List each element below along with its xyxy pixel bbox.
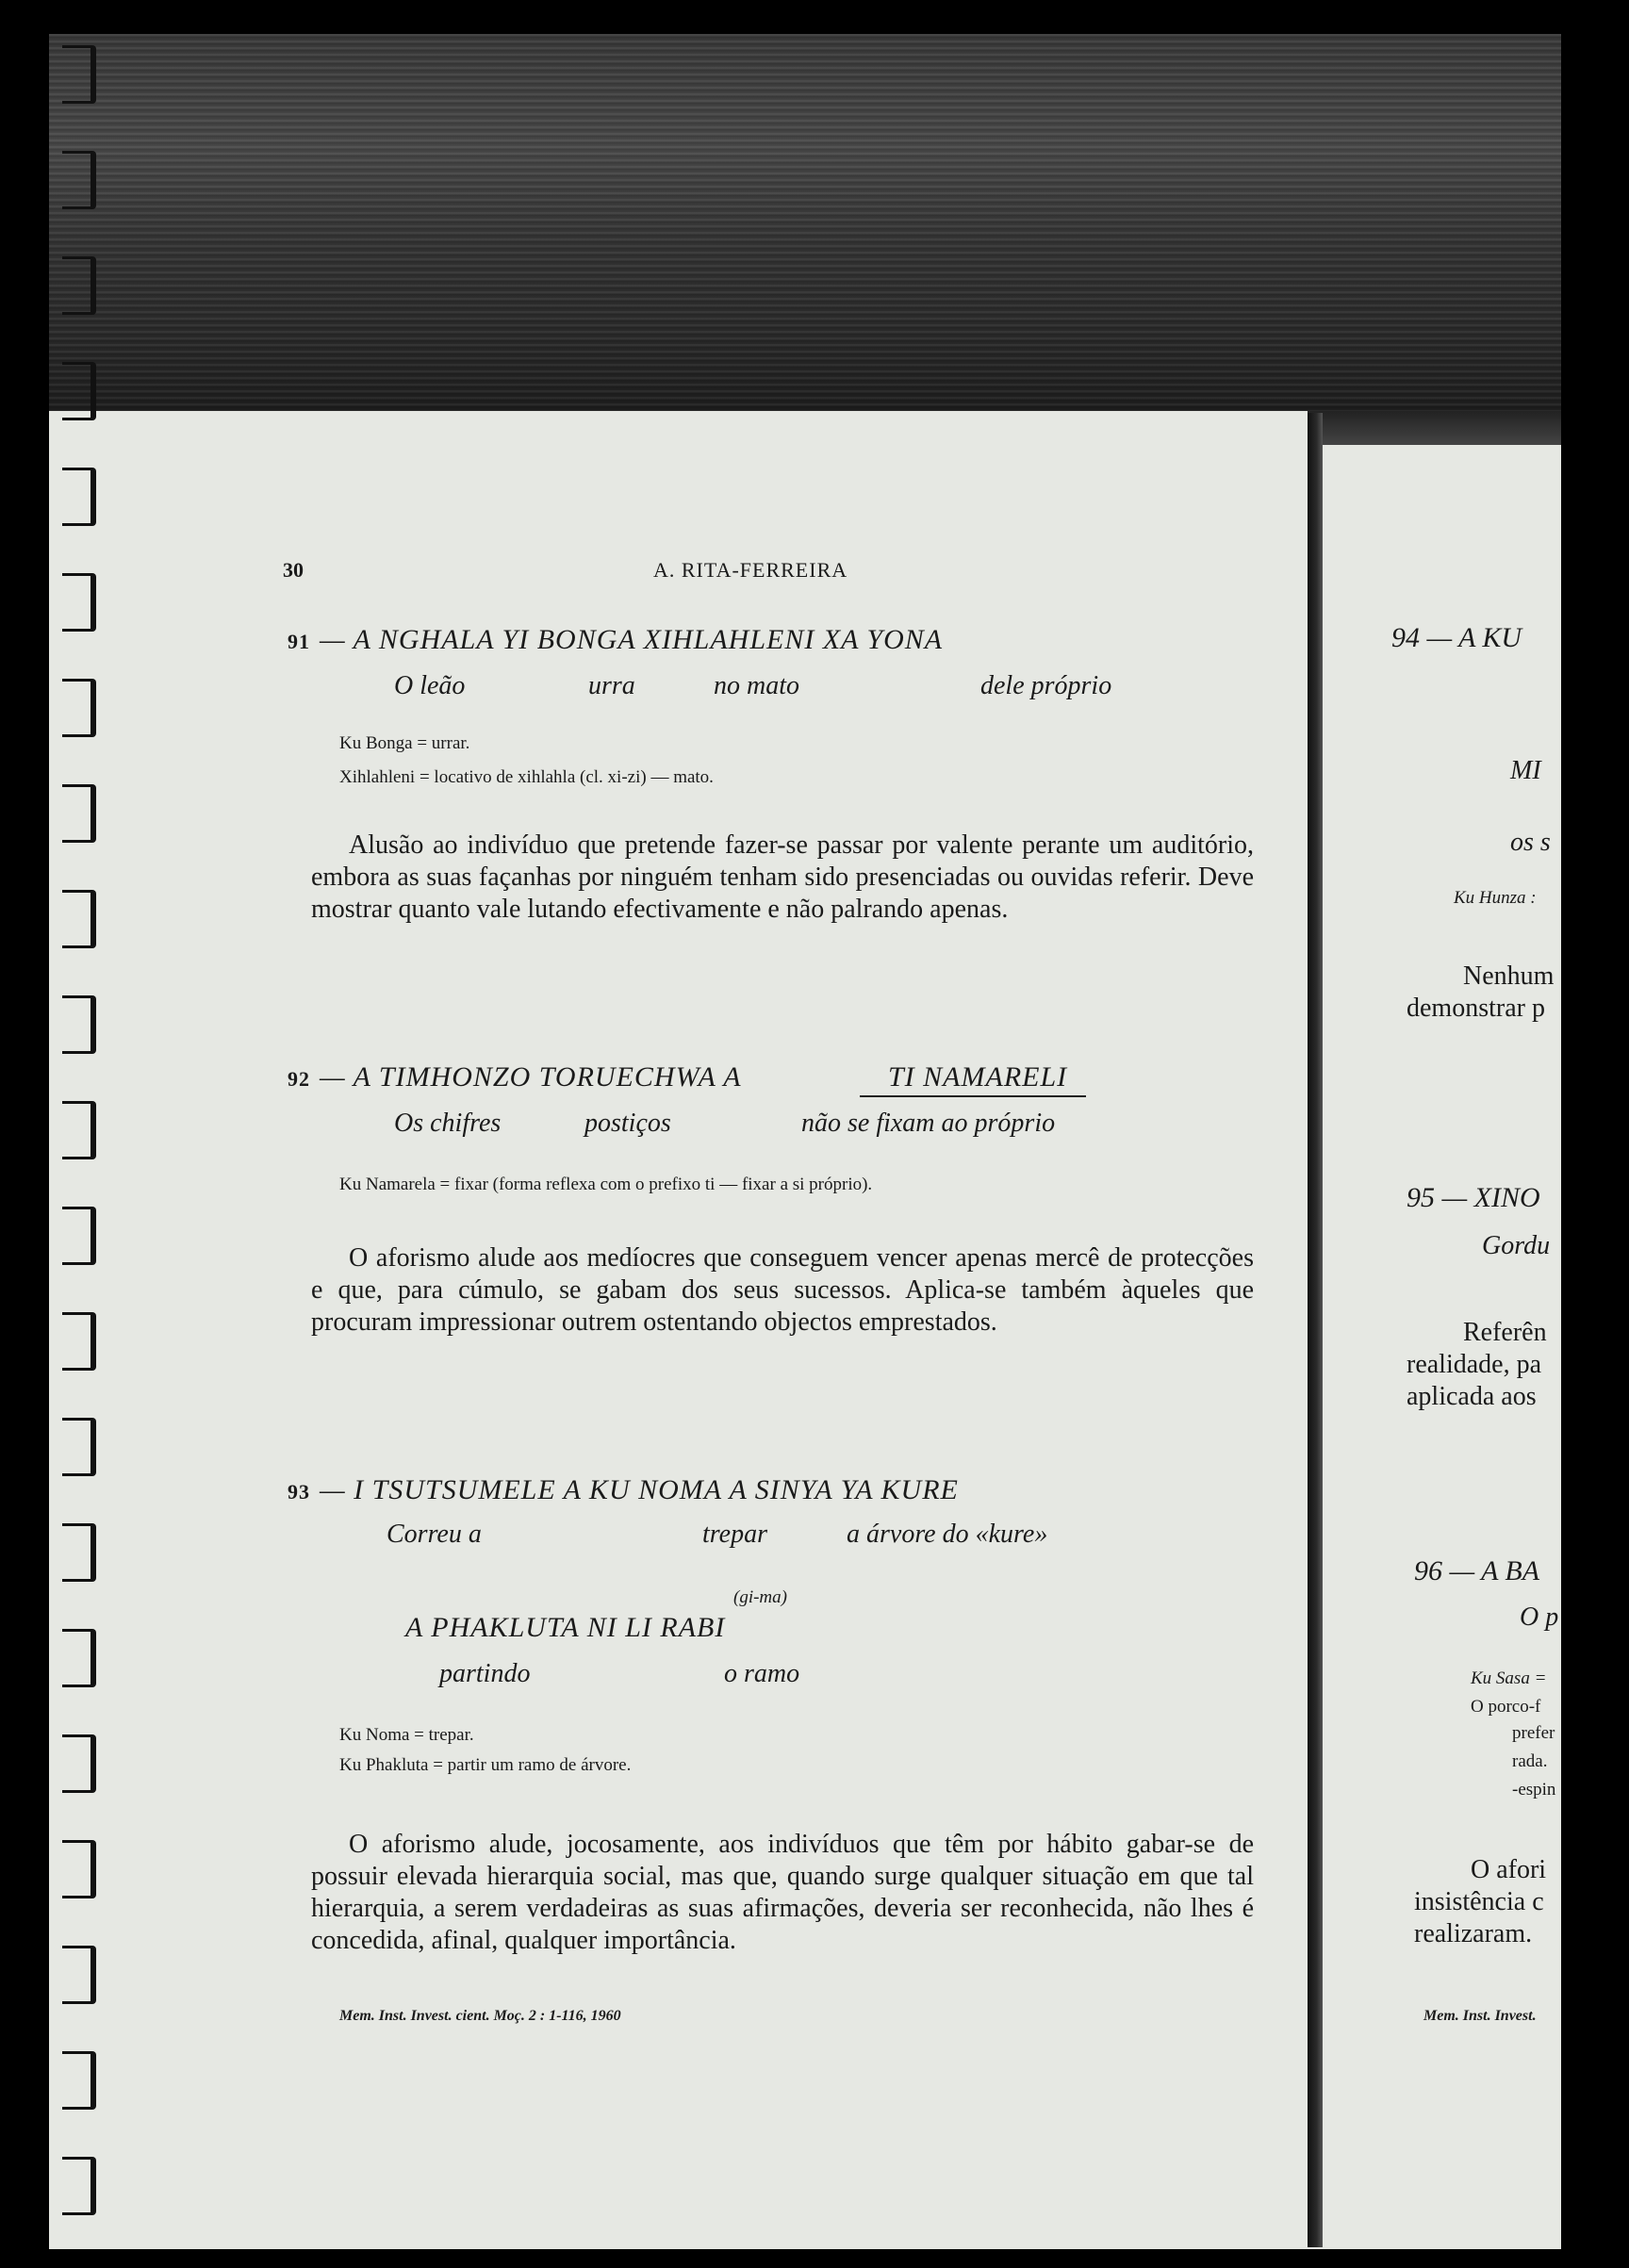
gloss-word: Correu a bbox=[387, 1520, 482, 1549]
page-number: 30 bbox=[283, 558, 304, 582]
next-line: 95 — XINO bbox=[1407, 1182, 1540, 1213]
scan-artifact-band bbox=[49, 34, 1561, 411]
next-line: aplicada aos bbox=[1407, 1382, 1537, 1411]
next-page-fragment bbox=[1288, 603, 1576, 2036]
gloss-word: postiços bbox=[584, 1109, 671, 1138]
gloss-word: urra bbox=[588, 671, 635, 700]
note-line: Ku Phakluta = partir um ramo de árvore. bbox=[339, 1755, 632, 1775]
next-line: Referên bbox=[1463, 1318, 1547, 1347]
binding-clip bbox=[62, 890, 96, 948]
binding-clip bbox=[62, 1946, 96, 2004]
binding-clip bbox=[62, 2157, 96, 2215]
binding-clip bbox=[62, 2051, 96, 2110]
next-line: 96 — A BA bbox=[1414, 1555, 1540, 1586]
next-line: os s bbox=[1510, 828, 1551, 857]
gloss-word: Os chifres bbox=[394, 1109, 502, 1138]
entry-92-title-underlined: TI NAMARELI bbox=[860, 1061, 1086, 1097]
next-line: O porco-f bbox=[1471, 1697, 1541, 1717]
note-line: Ku Namarela = fixar (forma reflexa com o prefixo ti — fixar a si próprio). bbox=[339, 1175, 873, 1194]
binding-clip bbox=[62, 1418, 96, 1476]
next-line: Nenhum bbox=[1463, 961, 1555, 991]
gloss-word: não se fixam ao próprio bbox=[801, 1109, 1056, 1138]
next-line: Gordu bbox=[1482, 1231, 1551, 1260]
entry-93-body: O aforismo alude, jocosamente, aos indivíduos que têm por hábito gabar-se de possuir elevada hierarquia social, mas que, quando surge qualquer situação em que tal hierarquia, a serem verdadeiras as suas afirmações, deveria ser reconhecida, não lhes é concedida, afinal, qualquer importância. bbox=[311, 1830, 1254, 1955]
next-line: rada. bbox=[1512, 1751, 1548, 1771]
entry-93-title: 93 — I TSUTSUMELE A KU NOMA A SINYA YA KURE bbox=[288, 1474, 959, 1505]
gloss-word: O leão bbox=[394, 671, 466, 700]
note-line: Xihlahleni = locativo de xihlahla (cl. xi-zi) — mato. bbox=[339, 767, 714, 787]
binding-clip bbox=[62, 573, 96, 632]
next-line: demonstrar p bbox=[1407, 994, 1545, 1023]
page-footer: Mem. Inst. Invest. cient. Moç. 2 : 1-116, 1960 bbox=[339, 2008, 621, 2024]
binding-clip bbox=[62, 1734, 96, 1793]
next-line: Mem. Inst. Invest. bbox=[1423, 2008, 1537, 2024]
gloss-word: a árvore do «kure» bbox=[847, 1520, 1048, 1549]
gloss-word: no mato bbox=[714, 671, 799, 700]
next-line: O afori bbox=[1471, 1855, 1547, 1884]
note-line: Ku Bonga = urrar. bbox=[339, 733, 470, 753]
note-line: Ku Noma = trepar. bbox=[339, 1725, 474, 1745]
binding-clip bbox=[62, 468, 96, 526]
next-line: realizaram. bbox=[1414, 1919, 1533, 1948]
binding-clip bbox=[62, 1629, 96, 1687]
binding-clip bbox=[62, 1312, 96, 1371]
running-header: A. RITA-FERREIRA bbox=[653, 558, 848, 582]
next-line: insistência c bbox=[1414, 1887, 1544, 1916]
next-line: realidade, pa bbox=[1407, 1350, 1542, 1379]
next-line: MI bbox=[1510, 756, 1541, 785]
next-line: -espin bbox=[1512, 1780, 1556, 1800]
binding-clip bbox=[62, 679, 96, 737]
binding-clip bbox=[62, 995, 96, 1054]
spiral-binding bbox=[49, 34, 106, 2249]
next-line: prefer bbox=[1512, 1723, 1555, 1743]
entry-91-body: Alusão ao indivíduo que pretende fazer-se passar por valente perante um auditório, embora as suas façanhas por ninguém tenham sido presenciadas ou ouvidas referir. Deve mostrar quanto vale lutando efectivamente e não palrando apenas. bbox=[311, 830, 1254, 924]
binding-clip bbox=[62, 784, 96, 843]
next-line: 94 — A KU bbox=[1391, 622, 1522, 653]
class-label: (gi-ma) bbox=[733, 1587, 787, 1607]
binding-clip bbox=[62, 45, 96, 104]
binding-clip bbox=[62, 1207, 96, 1265]
entry-93-subtitle: A PHAKLUTA NI LI RABI bbox=[405, 1612, 726, 1643]
binding-clip bbox=[62, 1840, 96, 1898]
binding-clip bbox=[62, 151, 96, 209]
gloss-word: trepar bbox=[702, 1520, 767, 1549]
gloss-word: partindo bbox=[439, 1659, 531, 1688]
entry-91-title: 91 — A NGHALA YI BONGA XIHLAHLENI XA YONA bbox=[288, 624, 944, 655]
entry-92-title: 92 — A TIMHONZO TORUECHWA A bbox=[288, 1061, 742, 1093]
binding-clip bbox=[62, 1523, 96, 1582]
gloss-word: o ramo bbox=[724, 1659, 800, 1688]
binding-clip bbox=[62, 362, 96, 420]
next-line: Ku Sasa = bbox=[1471, 1668, 1547, 1688]
binding-clip bbox=[62, 1101, 96, 1159]
next-line: Ku Hunza : bbox=[1454, 888, 1537, 908]
gloss-word: dele próprio bbox=[980, 671, 1112, 700]
scan-artifact-edge bbox=[1308, 411, 1561, 445]
entry-92-body: O aforismo alude aos medíocres que conseguem vencer apenas mercê de protecções e que, para cúmulo, se gabam dos seus sucessos. Aplica-se também àqueles que procuram impressionar outrem ostentando objectos emprestados. bbox=[311, 1243, 1254, 1337]
next-line: O p bbox=[1520, 1602, 1559, 1632]
binding-clip bbox=[62, 256, 96, 315]
